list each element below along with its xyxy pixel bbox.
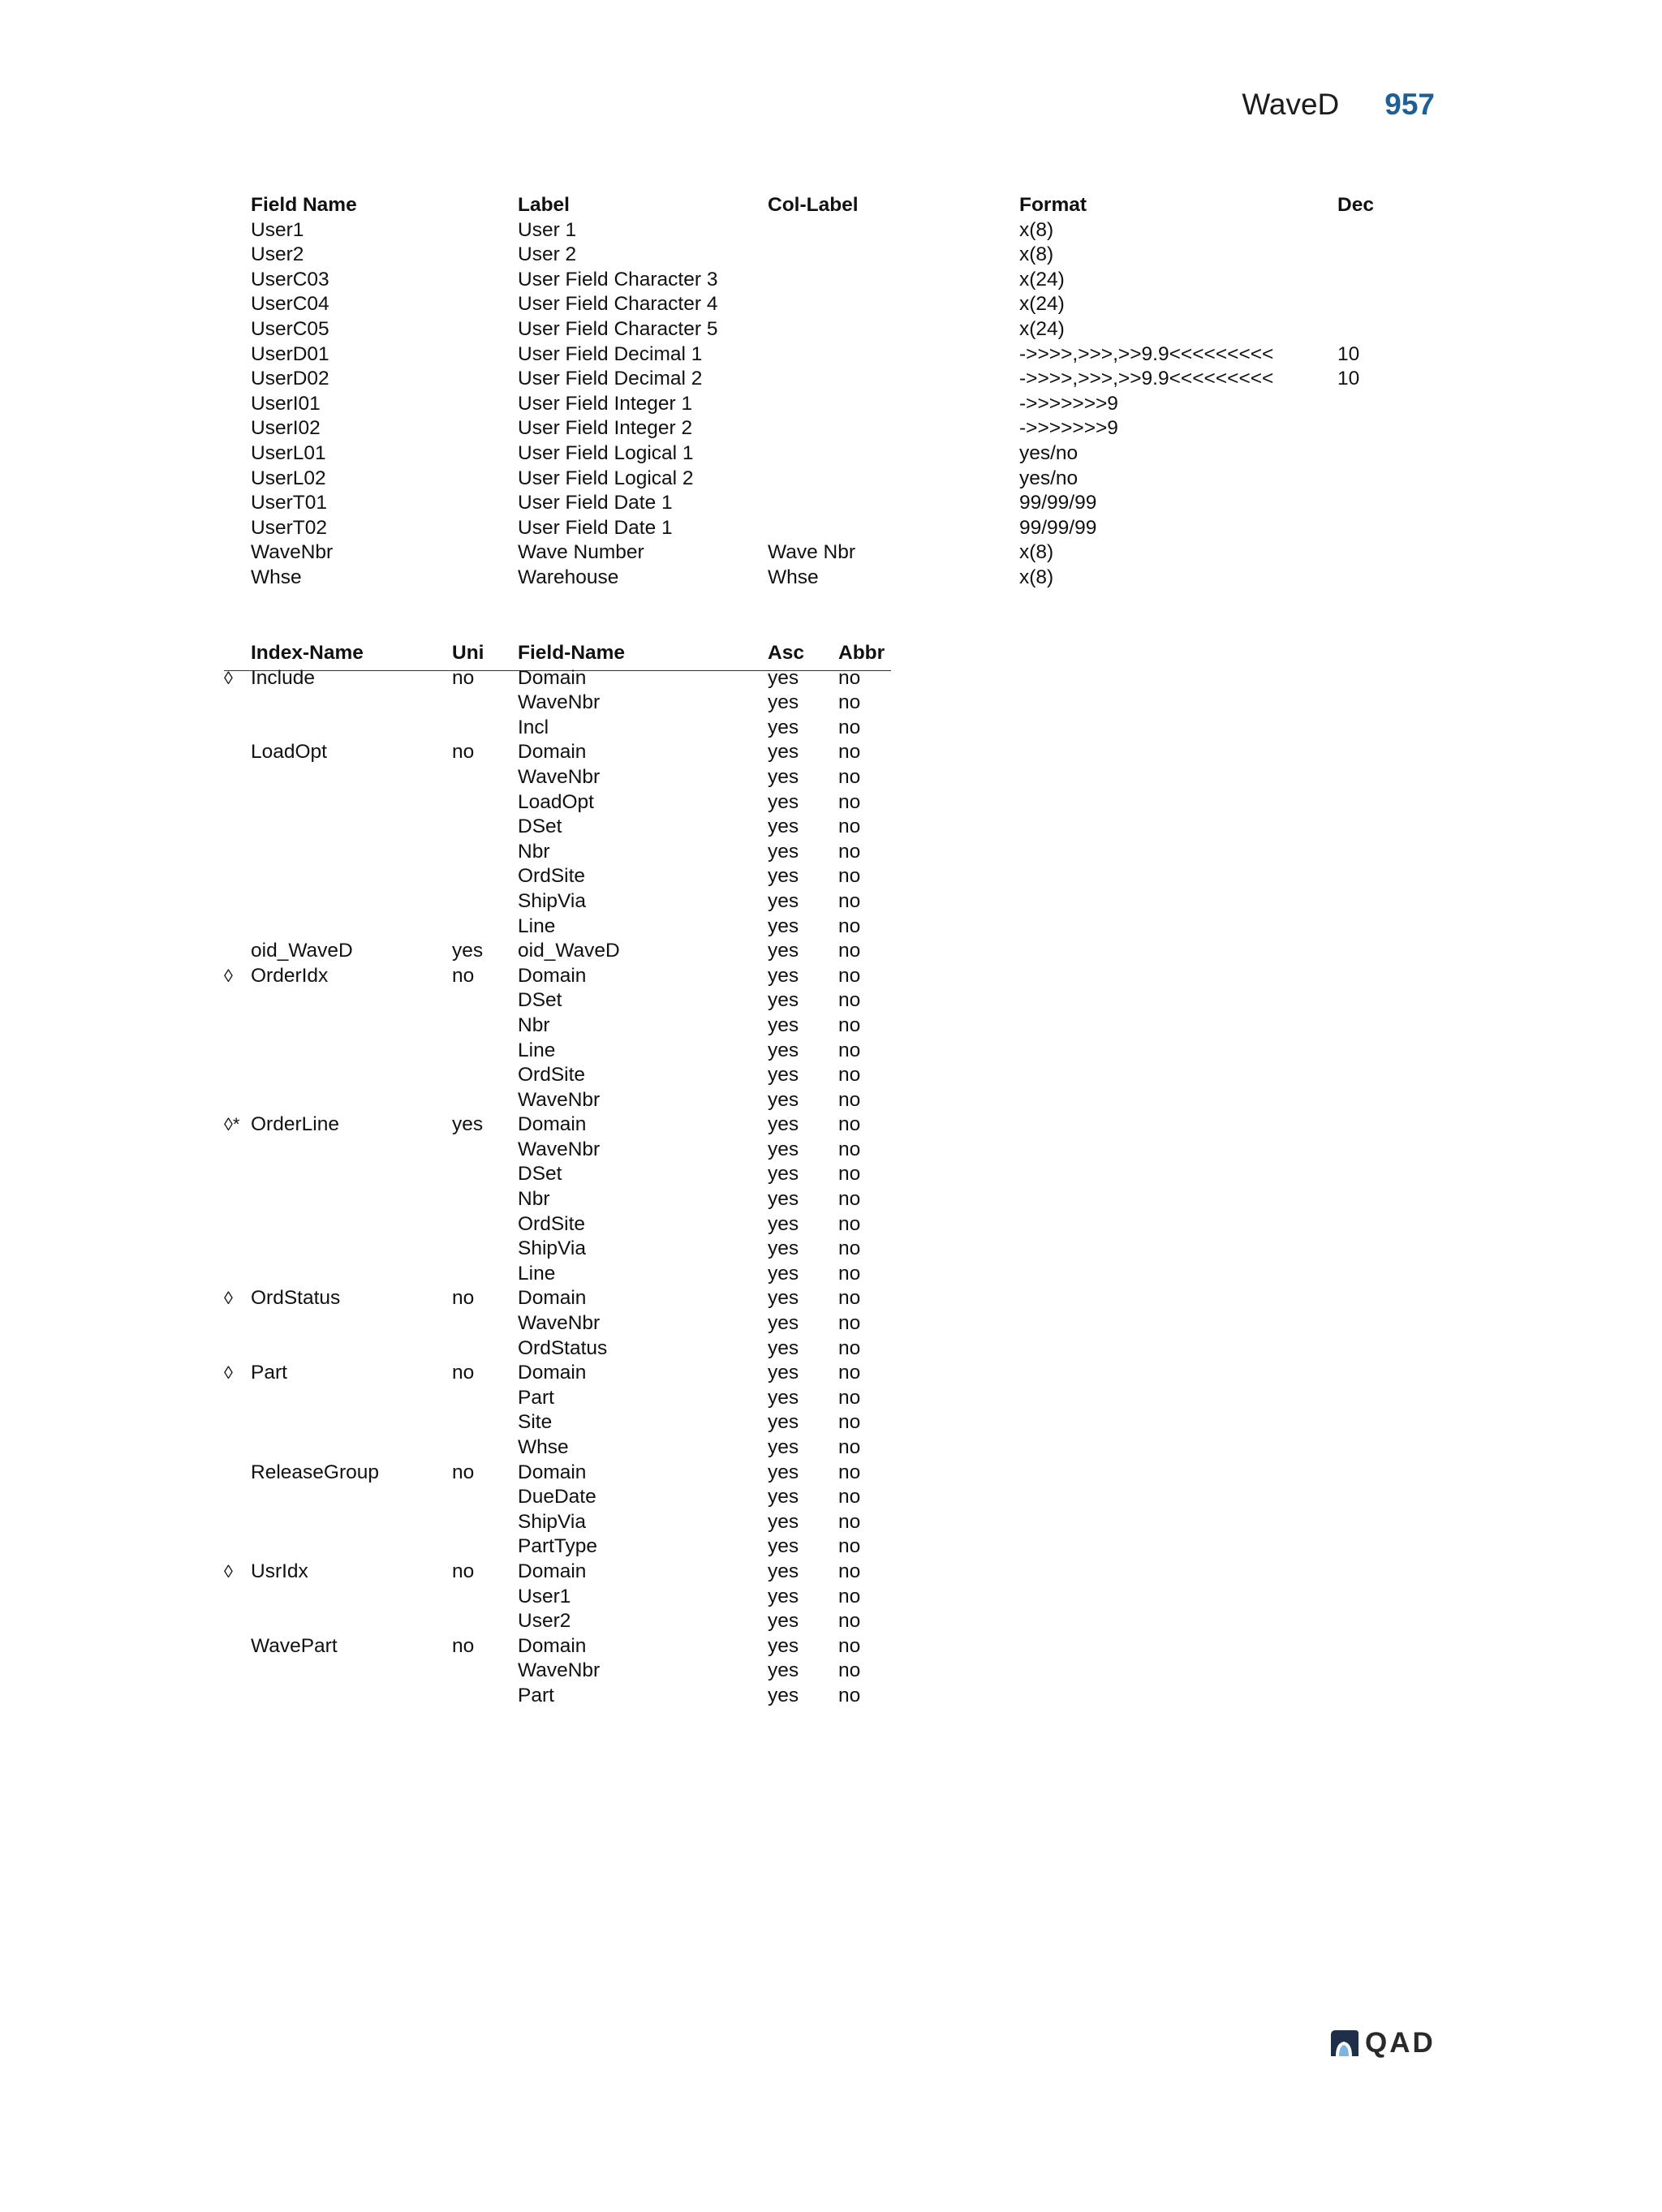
index-ascending: yes — [768, 1684, 799, 1706]
index-row — [0, 914, 1662, 940]
index-abbreviated: no — [838, 1336, 861, 1359]
index-ascending: yes — [768, 1287, 799, 1310]
index-row — [0, 1435, 1662, 1461]
index-field-name: Part — [518, 1386, 554, 1409]
index-abbreviated: no — [838, 816, 861, 838]
index-ascending: yes — [768, 666, 799, 689]
index-abbreviated: no — [838, 865, 861, 888]
index-name: WavePart — [251, 1634, 338, 1657]
field-name: UserC04 — [251, 293, 329, 316]
field-name: UserL01 — [251, 441, 326, 464]
field-label: User Field Integer 2 — [518, 417, 693, 440]
index-ascending: yes — [768, 1585, 799, 1607]
index-abbreviated: no — [838, 1188, 861, 1211]
field-name: UserL02 — [251, 467, 326, 489]
index-abbreviated: no — [838, 1262, 861, 1285]
index-abbreviated: no — [838, 1212, 861, 1235]
index-ascending: yes — [768, 790, 799, 813]
index-ascending: yes — [768, 1386, 799, 1409]
index-abbreviated: no — [838, 1634, 861, 1657]
field-name: UserC05 — [251, 317, 329, 340]
index-row — [0, 988, 1662, 1013]
field-label: User 1 — [518, 218, 577, 241]
field-name: UserT01 — [251, 492, 327, 514]
index-row — [0, 1336, 1662, 1362]
index-abbreviated: no — [838, 1013, 861, 1036]
index-row — [0, 1013, 1662, 1039]
index-marker: ◊ — [224, 965, 233, 986]
index-abbreviated: no — [838, 1560, 861, 1582]
field-label: Warehouse — [518, 566, 619, 588]
index-field-name: WaveNbr — [518, 691, 601, 714]
index-row — [0, 1485, 1662, 1510]
index-ascending: yes — [768, 716, 799, 738]
field-row — [0, 292, 1662, 317]
index-field-name: oid_WaveD — [518, 940, 620, 962]
index-row — [0, 1212, 1662, 1237]
index-field-name: OrdSite — [518, 1064, 586, 1087]
index-ascending: yes — [768, 1486, 799, 1508]
field-format: ->>>>>>>9 — [1019, 417, 1118, 440]
index-field-name: Domain — [518, 1287, 587, 1310]
field-name: User2 — [251, 243, 304, 266]
index-abbreviated: no — [838, 1113, 861, 1136]
field-col-label: Whse — [768, 566, 819, 588]
index-field-name: Domain — [518, 666, 587, 689]
index-abbreviated: no — [838, 840, 861, 863]
index-ascending: yes — [768, 1237, 799, 1260]
field-format: 99/99/99 — [1019, 492, 1097, 514]
index-ascending: yes — [768, 691, 799, 714]
index-unique: no — [452, 1287, 475, 1310]
index-ascending: yes — [768, 1336, 799, 1359]
field-label: User Field Date 1 — [518, 516, 673, 539]
field-row — [0, 491, 1662, 516]
index-field-name: DSet — [518, 989, 562, 1012]
field-format: x(8) — [1019, 541, 1054, 564]
field-col-label: Wave Nbr — [768, 541, 856, 564]
index-ascending: yes — [768, 1013, 799, 1036]
field-row — [0, 441, 1662, 467]
col-header-uni: Uni — [452, 642, 484, 664]
index-field-name: Domain — [518, 1461, 587, 1483]
index-ascending: yes — [768, 1088, 799, 1111]
index-name: Part — [251, 1362, 287, 1384]
field-row — [0, 566, 1662, 591]
index-abbreviated: no — [838, 1237, 861, 1260]
index-ascending: yes — [768, 1113, 799, 1136]
field-label: User Field Character 5 — [518, 317, 718, 340]
index-field-name: Site — [518, 1411, 553, 1434]
field-name: UserC03 — [251, 268, 329, 290]
index-name: ReleaseGroup — [251, 1461, 379, 1483]
index-ascending: yes — [768, 1461, 799, 1483]
field-format: x(8) — [1019, 243, 1054, 266]
index-row — [0, 740, 1662, 765]
col-header-label: Label — [518, 194, 570, 216]
index-name: LoadOpt — [251, 741, 327, 764]
index-name: oid_WaveD — [251, 940, 353, 962]
index-row — [0, 1088, 1662, 1113]
index-field-name: Part — [518, 1684, 554, 1706]
index-row — [0, 691, 1662, 716]
index-field-name: WaveNbr — [518, 1088, 601, 1111]
index-row — [0, 1609, 1662, 1634]
col-header-asc: Asc — [768, 642, 804, 664]
index-name: UsrIdx — [251, 1560, 308, 1582]
index-ascending: yes — [768, 1262, 799, 1285]
index-field-name: Nbr — [518, 1188, 550, 1211]
qad-logo-icon — [1328, 2029, 1360, 2058]
field-name: UserT02 — [251, 516, 327, 539]
index-ascending: yes — [768, 816, 799, 838]
index-row — [0, 964, 1662, 989]
index-row — [0, 1386, 1662, 1411]
index-row — [0, 790, 1662, 816]
index-unique: yes — [452, 1113, 484, 1136]
index-row — [0, 1138, 1662, 1163]
index-ascending: yes — [768, 1610, 799, 1633]
index-ascending: yes — [768, 1212, 799, 1235]
index-abbreviated: no — [838, 1510, 861, 1533]
field-row — [0, 218, 1662, 243]
index-unique: no — [452, 1560, 475, 1582]
index-field-name: User2 — [518, 1610, 571, 1633]
index-ascending: yes — [768, 964, 799, 987]
index-ascending: yes — [768, 1362, 799, 1384]
page-number: 957 — [1384, 88, 1435, 121]
index-field-name: Line — [518, 914, 556, 937]
index-abbreviated: no — [838, 741, 861, 764]
index-ascending: yes — [768, 1560, 799, 1582]
index-ascending: yes — [768, 1510, 799, 1533]
field-name: UserI02 — [251, 417, 321, 440]
index-row — [0, 1510, 1662, 1535]
index-ascending: yes — [768, 1064, 799, 1087]
field-format: x(24) — [1019, 268, 1065, 290]
index-row — [0, 1634, 1662, 1659]
index-abbreviated: no — [838, 1386, 861, 1409]
index-unique: no — [452, 1362, 475, 1384]
field-row — [0, 392, 1662, 417]
index-row — [0, 1311, 1662, 1336]
field-format: x(24) — [1019, 317, 1065, 340]
index-abbreviated: no — [838, 1411, 861, 1434]
index-ascending: yes — [768, 1312, 799, 1335]
index-abbreviated: no — [838, 1436, 861, 1458]
index-row — [0, 1534, 1662, 1560]
index-abbreviated: no — [838, 964, 861, 987]
field-label: User Field Character 3 — [518, 268, 718, 290]
qad-logo-text: QAD — [1365, 2027, 1436, 2059]
index-unique: no — [452, 666, 475, 689]
index-abbreviated: no — [838, 1362, 861, 1384]
index-row — [0, 1112, 1662, 1138]
field-format: yes/no — [1019, 441, 1079, 464]
col-header-format: Format — [1019, 194, 1087, 216]
index-row — [0, 1659, 1662, 1684]
field-dec: 10 — [1337, 342, 1360, 365]
index-name: OrderIdx — [251, 964, 329, 987]
field-name: UserD01 — [251, 342, 329, 365]
index-abbreviated: no — [838, 1039, 861, 1061]
qad-logo — [1328, 2027, 1436, 2059]
field-name: Whse — [251, 566, 302, 588]
index-ascending: yes — [768, 1039, 799, 1061]
index-name: Include — [251, 666, 316, 689]
index-row — [0, 716, 1662, 741]
index-row — [0, 1262, 1662, 1287]
field-row — [0, 516, 1662, 541]
index-field-name: OrdSite — [518, 865, 586, 888]
index-row — [0, 939, 1662, 964]
index-abbreviated: no — [838, 1138, 861, 1160]
index-row — [0, 666, 1662, 691]
index-ascending: yes — [768, 889, 799, 912]
index-abbreviated: no — [838, 889, 861, 912]
index-field-name: Domain — [518, 1362, 587, 1384]
index-field-name: Incl — [518, 716, 549, 738]
index-ascending: yes — [768, 1411, 799, 1434]
col-header-abbr: Abbr — [838, 642, 885, 664]
field-row — [0, 416, 1662, 441]
index-row — [0, 1063, 1662, 1088]
index-row — [0, 840, 1662, 865]
field-format: x(8) — [1019, 218, 1054, 241]
field-format: ->>>>,>>>,>>9.9<<<<<<<<< — [1019, 368, 1274, 390]
index-ascending: yes — [768, 1138, 799, 1160]
index-row — [0, 1585, 1662, 1610]
field-format: ->>>>,>>>,>>9.9<<<<<<<<< — [1019, 342, 1274, 365]
index-abbreviated: no — [838, 1312, 861, 1335]
index-abbreviated: no — [838, 1684, 861, 1706]
index-abbreviated: no — [838, 1163, 861, 1186]
field-format: x(8) — [1019, 566, 1054, 588]
index-marker: ◊ — [224, 1362, 233, 1384]
index-field-name: Whse — [518, 1436, 569, 1458]
field-name: User1 — [251, 218, 304, 241]
index-abbreviated: no — [838, 790, 861, 813]
field-name: UserD02 — [251, 368, 329, 390]
index-field-name: DSet — [518, 1163, 562, 1186]
field-format: x(24) — [1019, 293, 1065, 316]
col-header-field-name: Field-Name — [518, 642, 626, 664]
index-abbreviated: no — [838, 691, 861, 714]
index-abbreviated: no — [838, 1064, 861, 1087]
field-label: User Field Logical 1 — [518, 441, 694, 464]
field-label: User Field Logical 2 — [518, 467, 694, 489]
index-row — [0, 1187, 1662, 1212]
index-field-name: ShipVia — [518, 889, 587, 912]
index-ascending: yes — [768, 865, 799, 888]
index-row — [0, 1039, 1662, 1064]
field-dec: 10 — [1337, 368, 1360, 390]
field-row — [0, 268, 1662, 293]
col-header-index-name: Index-Name — [251, 642, 364, 664]
index-row — [0, 1560, 1662, 1585]
page-header — [1242, 88, 1435, 122]
index-field-name: Domain — [518, 1634, 587, 1657]
index-abbreviated: no — [838, 1486, 861, 1508]
index-abbreviated: no — [838, 1535, 861, 1558]
index-abbreviated: no — [838, 1088, 861, 1111]
index-field-name: DueDate — [518, 1486, 596, 1508]
index-ascending: yes — [768, 1436, 799, 1458]
index-ascending: yes — [768, 1535, 799, 1558]
index-row — [0, 815, 1662, 840]
index-abbreviated: no — [838, 989, 861, 1012]
index-unique: no — [452, 1461, 475, 1483]
index-ascending: yes — [768, 1163, 799, 1186]
index-ascending: yes — [768, 741, 799, 764]
index-field-name: User1 — [518, 1585, 571, 1607]
field-label: User Field Decimal 2 — [518, 368, 703, 390]
col-header-field-name: Field Name — [251, 194, 357, 216]
field-name: UserI01 — [251, 392, 321, 415]
index-row — [0, 1286, 1662, 1311]
index-field-name: Line — [518, 1262, 556, 1285]
index-marker: ◊ — [224, 667, 233, 688]
field-format: yes/no — [1019, 467, 1079, 489]
index-abbreviated: no — [838, 1461, 861, 1483]
field-row — [0, 342, 1662, 368]
index-ascending: yes — [768, 1659, 799, 1682]
index-field-name: Domain — [518, 1560, 587, 1582]
index-ascending: yes — [768, 989, 799, 1012]
field-format: ->>>>>>>9 — [1019, 392, 1118, 415]
index-row — [0, 1237, 1662, 1262]
index-ascending: yes — [768, 840, 799, 863]
index-field-name: Domain — [518, 964, 587, 987]
index-marker: ◊ — [224, 1560, 233, 1582]
field-row — [0, 467, 1662, 492]
field-table-header — [0, 193, 1662, 218]
col-header-col-label: Col-Label — [768, 194, 859, 216]
index-abbreviated: no — [838, 940, 861, 962]
index-ascending: yes — [768, 1188, 799, 1211]
index-ascending: yes — [768, 765, 799, 788]
field-format: 99/99/99 — [1019, 516, 1097, 539]
section-title: WaveD — [1242, 88, 1340, 121]
index-field-name: Nbr — [518, 840, 550, 863]
index-abbreviated: no — [838, 914, 861, 937]
index-field-name: Domain — [518, 741, 587, 764]
field-row — [0, 367, 1662, 392]
index-unique: yes — [452, 940, 484, 962]
index-row — [0, 889, 1662, 914]
index-table-header — [0, 641, 1662, 666]
index-field-name: Domain — [518, 1113, 587, 1136]
index-unique: no — [452, 964, 475, 987]
index-field-name: WaveNbr — [518, 1659, 601, 1682]
field-label: User Field Character 4 — [518, 293, 718, 316]
index-row — [0, 1361, 1662, 1386]
index-field-name: OrdSite — [518, 1212, 586, 1235]
field-label: User 2 — [518, 243, 577, 266]
index-field-name: DSet — [518, 816, 562, 838]
index-table — [0, 641, 1662, 1709]
field-table — [0, 193, 1662, 591]
index-ascending: yes — [768, 1634, 799, 1657]
index-marker: ◊ — [224, 1288, 233, 1309]
index-name: OrderLine — [251, 1113, 339, 1136]
field-name: WaveNbr — [251, 541, 334, 564]
col-header-dec: Dec — [1337, 194, 1374, 216]
index-row — [0, 1461, 1662, 1486]
index-abbreviated: no — [838, 765, 861, 788]
field-label: User Field Date 1 — [518, 492, 673, 514]
index-abbreviated: no — [838, 1610, 861, 1633]
index-row — [0, 1162, 1662, 1187]
index-field-name: ShipVia — [518, 1510, 587, 1533]
field-row — [0, 243, 1662, 268]
index-field-name: WaveNbr — [518, 765, 601, 788]
index-field-name: WaveNbr — [518, 1312, 601, 1335]
index-abbreviated: no — [838, 1287, 861, 1310]
index-row — [0, 765, 1662, 790]
index-field-name: OrdStatus — [518, 1336, 608, 1359]
index-ascending: yes — [768, 940, 799, 962]
index-name: OrdStatus — [251, 1287, 341, 1310]
field-label: User Field Decimal 1 — [518, 342, 703, 365]
index-field-name: Line — [518, 1039, 556, 1061]
index-field-name: PartType — [518, 1535, 598, 1558]
index-abbreviated: no — [838, 666, 861, 689]
field-row — [0, 317, 1662, 342]
field-label: Wave Number — [518, 541, 644, 564]
field-label: User Field Integer 1 — [518, 392, 693, 415]
index-unique: no — [452, 741, 475, 764]
index-row — [0, 1684, 1662, 1709]
index-abbreviated: no — [838, 716, 861, 738]
index-field-name: ShipVia — [518, 1237, 587, 1260]
index-ascending: yes — [768, 914, 799, 937]
index-abbreviated: no — [838, 1659, 861, 1682]
index-unique: no — [452, 1634, 475, 1657]
index-row — [0, 864, 1662, 889]
field-row — [0, 540, 1662, 566]
index-field-name: WaveNbr — [518, 1138, 601, 1160]
index-field-name: Nbr — [518, 1013, 550, 1036]
index-row — [0, 1410, 1662, 1435]
index-abbreviated: no — [838, 1585, 861, 1607]
index-marker: ◊* — [224, 1114, 240, 1135]
index-field-name: LoadOpt — [518, 790, 594, 813]
